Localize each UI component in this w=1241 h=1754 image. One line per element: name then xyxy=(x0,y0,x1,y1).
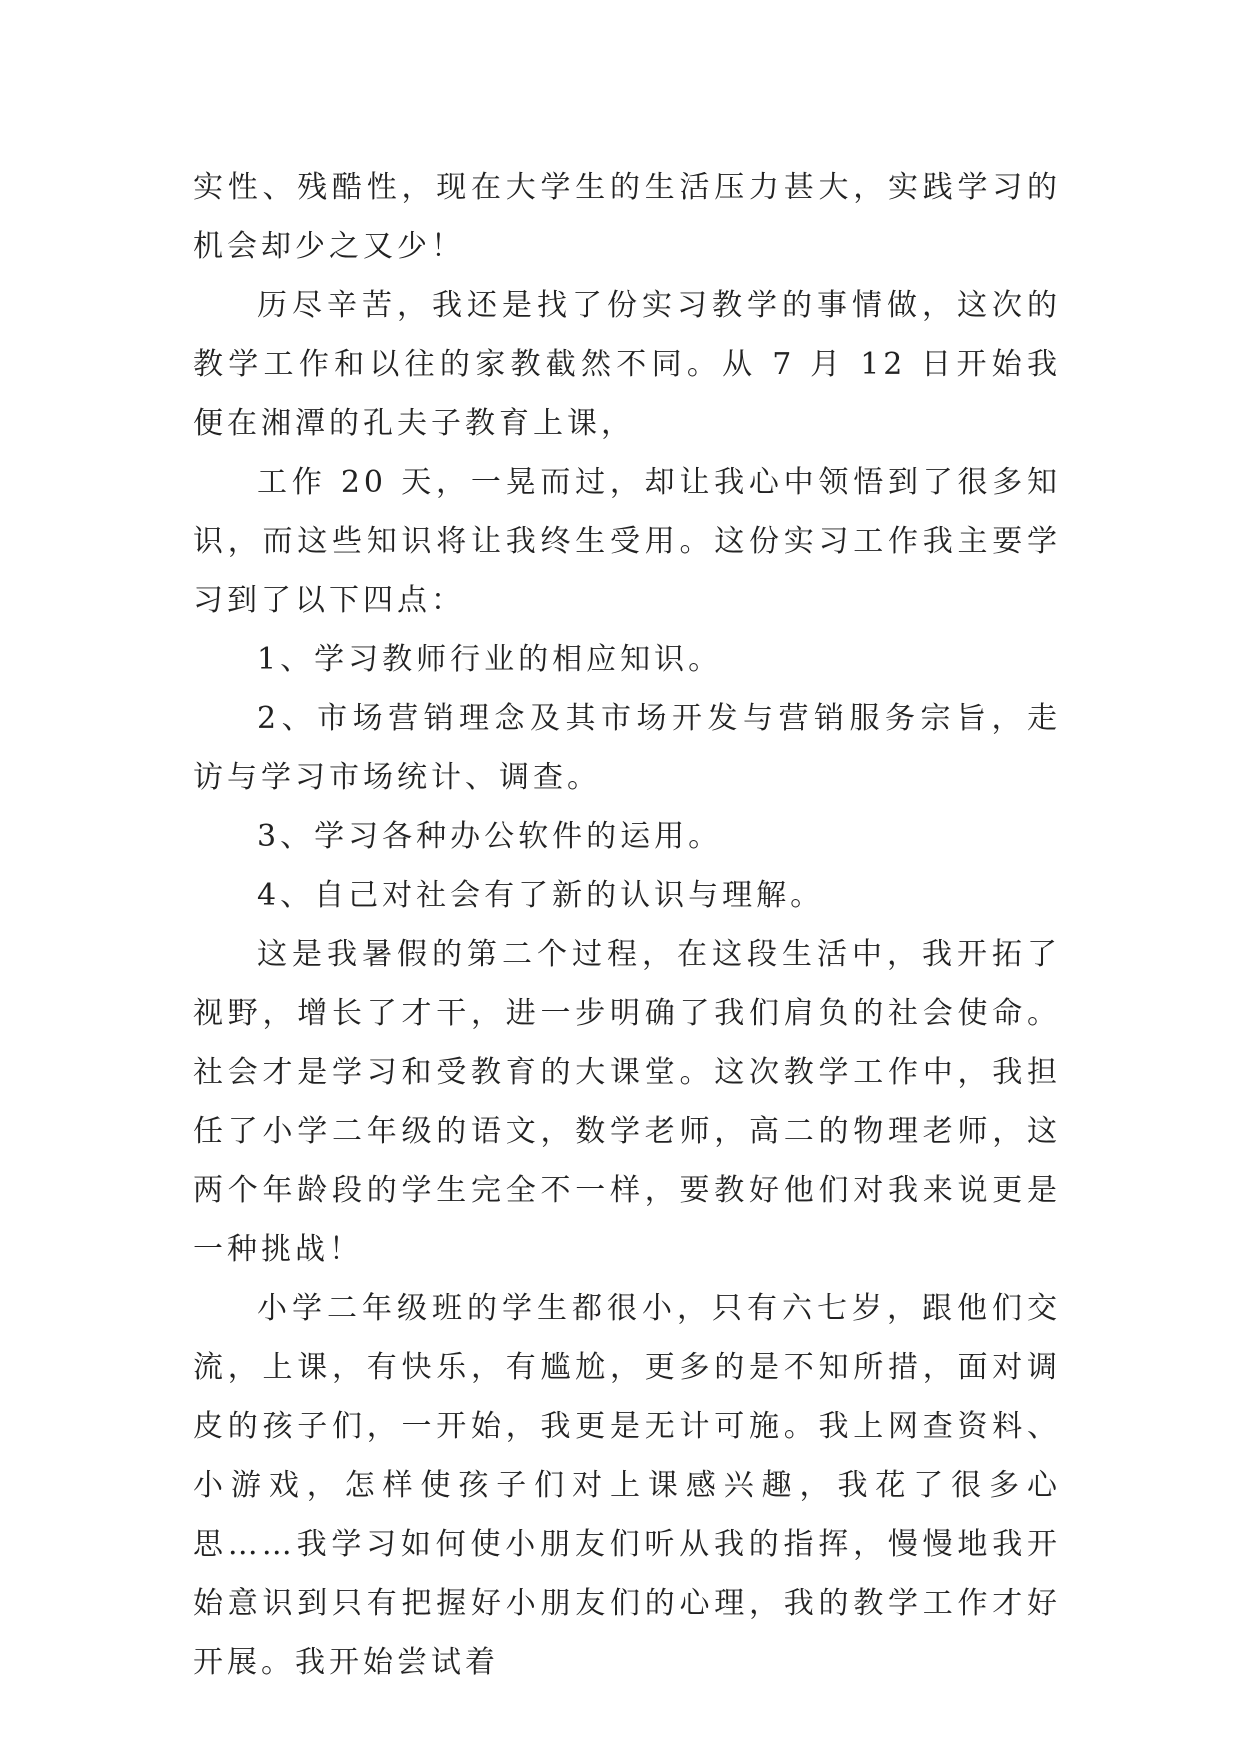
body-text xyxy=(193,158,1061,1692)
list-item-3: 3、学习各种办公软件的运用。 xyxy=(257,819,723,854)
paragraph-9: 小学二年级班的学生都很小，只有六七岁，跟他们交流，上课，有快乐，有尴尬，更多的是不知所措，面对调皮的孩子们，一开始，我更是无计可施。我上网查资料、小游戏，怎样使孩子们对上课感兴趣，我花了很多心思……我学习如何使小朋友们听从我的指挥，慢慢地我开始意识到只有把握好小朋友们的心理，我的教学工作才好开展。我开始尝试着 xyxy=(193,1291,1061,1680)
list-item-4: 4、自己对社会有了新的认识与理解。 xyxy=(257,878,825,913)
paragraph-3: 工作 20 天，一晃而过，却让我心中领悟到了很多知识，而这些知识将让我终生受用。这份实习工作我主要学习到了以下四点： xyxy=(193,465,1061,618)
paragraph-2: 历尽辛苦，我还是找了份实习教学的事情做，这次的教学工作和以往的家教截然不同。从 7 月 12 日开始我便在湘潭的孔夫子教育上课， xyxy=(193,288,1061,441)
list-item-1: 1、学习教师行业的相应知识。 xyxy=(257,642,723,677)
paragraph-1: 实性、残酷性，现在大学生的生活压力甚大，实践学习的机会却少之又少！ xyxy=(193,170,1061,264)
paragraph-8: 这是我暑假的第二个过程，在这段生活中，我开拓了视野，增长了才干，进一步明确了我们肩负的社会使命。社会才是学习和受教育的大课堂。这次教学工作中，我担任了小学二年级的语文，数学老师，高二的物理老师，这两个年龄段的学生完全不一样，要教好他们对我来说更是一种挑战！ xyxy=(193,937,1061,1267)
list-item-2: 2、市场营销理念及其市场开发与营销服务宗旨，走访与学习市场统计、调查。 xyxy=(193,701,1061,795)
